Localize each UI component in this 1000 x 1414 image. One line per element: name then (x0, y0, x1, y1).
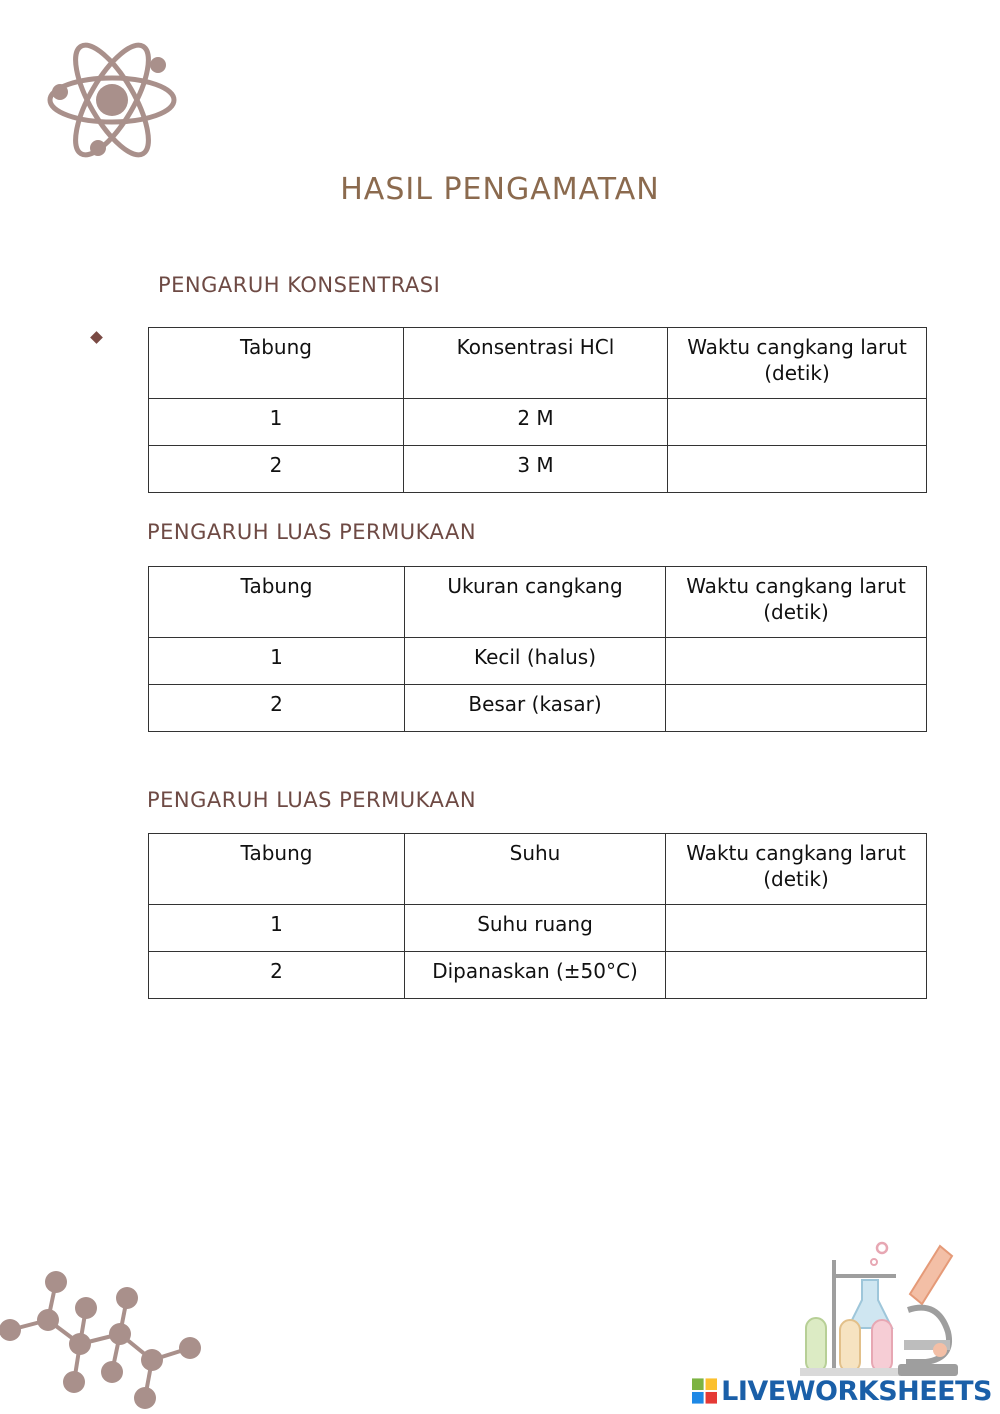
header-cell: Suhu (405, 834, 666, 905)
lab-equipment-icon (800, 1240, 960, 1380)
table-cell: 2 (149, 685, 405, 732)
table-row (149, 638, 927, 685)
table-suhu (148, 833, 927, 999)
table-cell: 2 M (404, 399, 668, 446)
answer-cell[interactable] (668, 399, 927, 446)
table-cell: Dipanaskan (±50°C) (405, 952, 666, 999)
table-konsentrasi (148, 327, 927, 493)
table-header-row (149, 567, 927, 638)
table-cell: 2 (149, 952, 405, 999)
section-heading-suhu: PENGARUH LUAS PERMUKAAN (147, 788, 477, 812)
table-cell: 2 (149, 446, 404, 493)
table-header-row (149, 328, 927, 399)
header-cell: Tabung (149, 567, 405, 638)
table-cell: 3 M (404, 446, 668, 493)
section-heading-konsentrasi: PENGARUH KONSENTRASI (158, 273, 441, 297)
table-row (149, 685, 927, 732)
table-cell: 1 (149, 905, 405, 952)
table-luas-permukaan (148, 566, 927, 732)
table-row (149, 952, 927, 999)
header-cell: Tabung (149, 328, 404, 399)
answer-cell[interactable] (666, 638, 927, 685)
table-row (149, 399, 927, 446)
table-cell: 1 (149, 638, 405, 685)
answer-cell[interactable] (666, 905, 927, 952)
liveworksheets-logo-icon (692, 1378, 717, 1404)
header-cell: Waktu cangkang larut (detik) (668, 328, 927, 399)
table-header-row (149, 834, 927, 905)
table-cell: Kecil (halus) (405, 638, 666, 685)
table-cell: 1 (149, 399, 404, 446)
header-cell: Konsentrasi HCl (404, 328, 668, 399)
answer-cell[interactable] (666, 685, 927, 732)
table-cell: Besar (kasar) (405, 685, 666, 732)
section-heading-luas-permukaan: PENGARUH LUAS PERMUKAAN (147, 520, 477, 544)
table-row (149, 446, 927, 493)
header-cell: Ukuran cangkang (405, 567, 666, 638)
header-cell: Waktu cangkang larut (detik) (666, 834, 927, 905)
page-title: HASIL PENGAMATAN (340, 172, 660, 207)
liveworksheets-logo-text: LIVEWORKSHEETS (721, 1375, 992, 1407)
liveworksheets-logo (692, 1376, 992, 1406)
answer-cell[interactable] (666, 952, 927, 999)
bullet-icon (90, 331, 103, 344)
table-cell: Suhu ruang (405, 905, 666, 952)
molecule-icon (0, 1262, 215, 1414)
table-row (149, 905, 927, 952)
header-cell: Waktu cangkang larut (detik) (666, 567, 927, 638)
atom-icon (40, 30, 185, 170)
answer-cell[interactable] (668, 446, 927, 493)
header-cell: Tabung (149, 834, 405, 905)
